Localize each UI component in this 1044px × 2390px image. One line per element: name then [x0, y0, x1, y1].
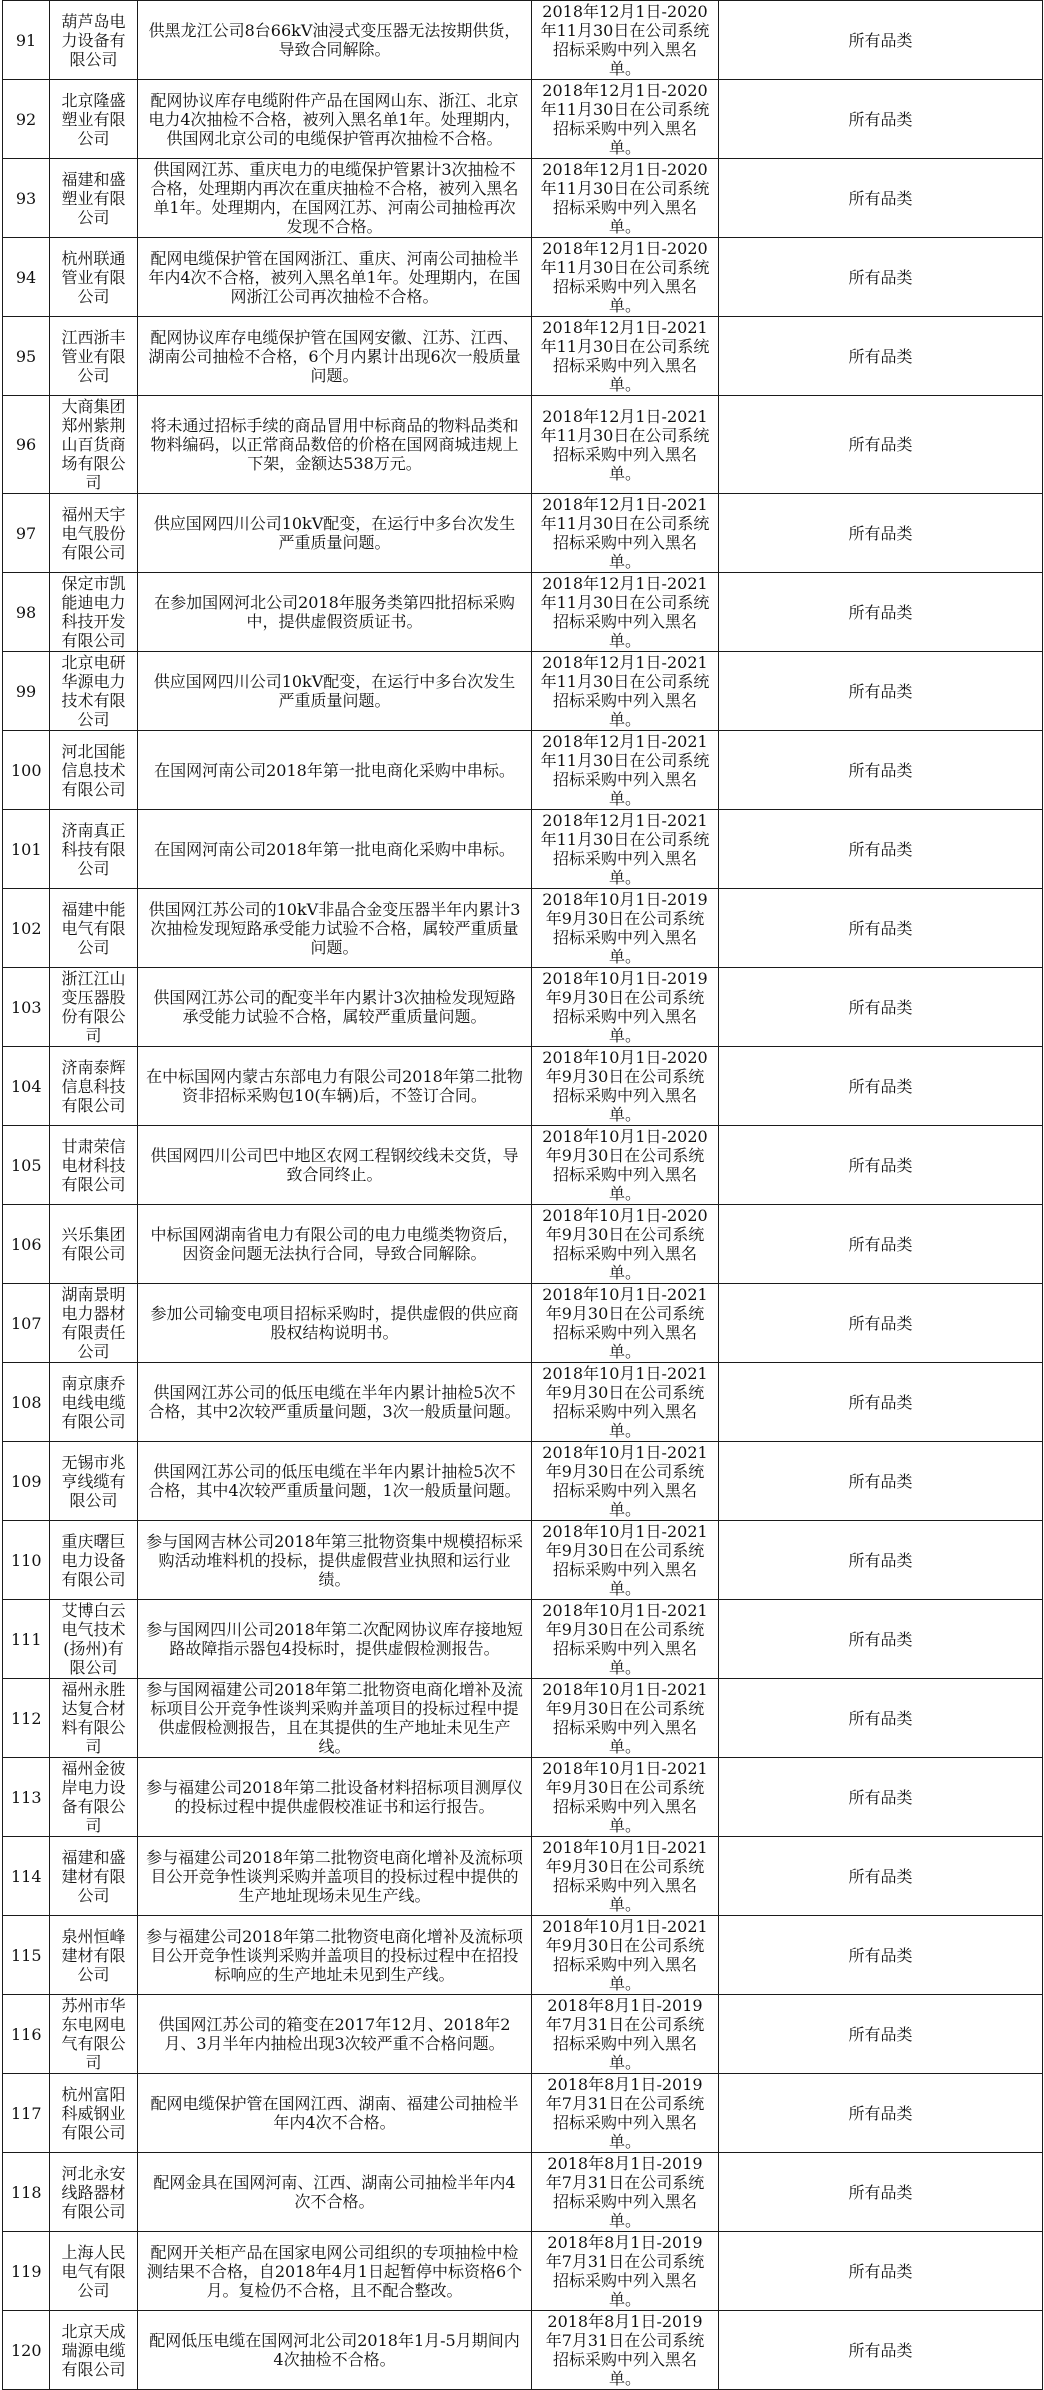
- cell-scope: 所有品类: [719, 810, 1043, 889]
- cell-reason: 在参加国网河北公司2018年服务类第四批招标采购中，提供虚假资质证书。: [138, 573, 532, 652]
- cell-reason: 供应国网四川公司10kV配变，在运行中多台次发生严重质量问题。: [138, 494, 532, 573]
- cell-number: 110: [3, 1521, 50, 1600]
- cell-company: 福州金彼岸电力设备有限公司: [50, 1758, 138, 1837]
- cell-scope: 所有品类: [719, 1, 1043, 80]
- cell-period: 2018年10月1日-2020年9月30日在公司系统招标采购中列入黑名单。: [532, 1205, 719, 1284]
- cell-company: 泉州恒峰建材有限公司: [50, 1916, 138, 1995]
- cell-period: 2018年8月1日-2019年7月31日在公司系统招标采购中列入黑名单。: [532, 2074, 719, 2153]
- table-row: [3, 810, 1043, 889]
- cell-period: 2018年10月1日-2021年9月30日在公司系统招标采购中列入黑名单。: [532, 1758, 719, 1837]
- cell-reason: 供应国网四川公司10kV配变，在运行中多台次发生严重质量问题。: [138, 652, 532, 731]
- cell-scope: 所有品类: [719, 494, 1043, 573]
- cell-period: 2018年12月1日-2021年11月30日在公司系统招标采购中列入黑名单。: [532, 494, 719, 573]
- cell-company: 福建和盛建材有限公司: [50, 1837, 138, 1916]
- cell-company: 福建和盛塑业有限公司: [50, 159, 138, 238]
- cell-company: 江西浙丰管业有限公司: [50, 317, 138, 396]
- cell-scope: 所有品类: [719, 317, 1043, 396]
- cell-reason: 参加公司输变电项目招标采购时，提供虚假的供应商股权结构说明书。: [138, 1284, 532, 1363]
- cell-number: 108: [3, 1363, 50, 1442]
- cell-number: 111: [3, 1600, 50, 1679]
- cell-company: 重庆曙巨电力设备有限公司: [50, 1521, 138, 1600]
- table-row: [3, 238, 1043, 317]
- cell-company: 北京电研华源电力技术有限公司: [50, 652, 138, 731]
- table-row: [3, 396, 1043, 494]
- cell-period: 2018年10月1日-2019年9月30日在公司系统招标采购中列入黑名单。: [532, 889, 719, 968]
- cell-number: 95: [3, 317, 50, 396]
- cell-reason: 配网协议库存电缆附件产品在国网山东、浙江、北京电力4次抽检不合格，被列入黑名单1年。处理期内，供国网北京公司的电缆保护管再次抽检不合格。: [138, 80, 532, 159]
- cell-period: 2018年12月1日-2021年11月30日在公司系统招标采购中列入黑名单。: [532, 573, 719, 652]
- cell-reason: 供黑龙江公司8台66kV油浸式变压器无法按期供货，导致合同解除。: [138, 1, 532, 80]
- table-row: [3, 494, 1043, 573]
- cell-number: 116: [3, 1995, 50, 2074]
- cell-scope: 所有品类: [719, 80, 1043, 159]
- cell-scope: 所有品类: [719, 2074, 1043, 2153]
- cell-number: 104: [3, 1047, 50, 1126]
- cell-reason: 参与福建公司2018年第二批物资电商化增补及流标项目公开竞争性谈判采购并盖项目的投标过程中在招投标响应的生产地址未见到生产线。: [138, 1916, 532, 1995]
- cell-company: 保定市凯能迪电力科技开发有限公司: [50, 573, 138, 652]
- table-row: [3, 1837, 1043, 1916]
- cell-period: 2018年8月1日-2019年7月31日在公司系统招标采购中列入黑名单。: [532, 2153, 719, 2232]
- cell-number: 99: [3, 652, 50, 731]
- cell-company: 福州永胜达复合材料有限公司: [50, 1679, 138, 1758]
- cell-reason: 供国网四川公司巴中地区农网工程钢绞线未交货，导致合同终止。: [138, 1126, 532, 1205]
- cell-company: 杭州联通管业有限公司: [50, 238, 138, 317]
- table-row: [3, 1363, 1043, 1442]
- cell-period: 2018年10月1日-2021年9月30日在公司系统招标采购中列入黑名单。: [532, 1837, 719, 1916]
- cell-company: 河北永安线路器材有限公司: [50, 2153, 138, 2232]
- cell-scope: 所有品类: [719, 1916, 1043, 1995]
- cell-company: 济南泰辉信息科技有限公司: [50, 1047, 138, 1126]
- cell-reason: 供国网江苏公司的配变半年内累计3次抽检发现短路承受能力试验不合格，属较严重质量问题。: [138, 968, 532, 1047]
- table-row: [3, 1126, 1043, 1205]
- cell-company: 湖南景明电力器材有限责任公司: [50, 1284, 138, 1363]
- cell-scope: 所有品类: [719, 968, 1043, 1047]
- cell-number: 94: [3, 238, 50, 317]
- cell-reason: 参与福建公司2018年第二批物资电商化增补及流标项目公开竞争性谈判采购并盖项目的投标过程中提供的生产地址现场未见生产线。: [138, 1837, 532, 1916]
- cell-period: 2018年12月1日-2020年11月30日在公司系统招标采购中列入黑名单。: [532, 80, 719, 159]
- cell-reason: 参与国网四川公司2018年第二次配网协议库存接地短路故障指示器包4投标时，提供虚假检测报告。: [138, 1600, 532, 1679]
- cell-period: 2018年10月1日-2021年9月30日在公司系统招标采购中列入黑名单。: [532, 1916, 719, 1995]
- cell-number: 103: [3, 968, 50, 1047]
- cell-number: 91: [3, 1, 50, 80]
- cell-scope: 所有品类: [719, 1047, 1043, 1126]
- table-row: [3, 1916, 1043, 1995]
- cell-reason: 在国网河南公司2018年第一批电商化采购中串标。: [138, 810, 532, 889]
- cell-scope: 所有品类: [719, 652, 1043, 731]
- cell-scope: 所有品类: [719, 2153, 1043, 2232]
- cell-reason: 在中标国网内蒙古东部电力有限公司2018年第二批物资非招标采购包10(车辆)后，不签订合同。: [138, 1047, 532, 1126]
- cell-number: 113: [3, 1758, 50, 1837]
- cell-company: 苏州市华东电网电气有限公司: [50, 1995, 138, 2074]
- table-row: [3, 1442, 1043, 1521]
- table-row: [3, 1047, 1043, 1126]
- cell-period: 2018年12月1日-2020年11月30日在公司系统招标采购中列入黑名单。: [532, 159, 719, 238]
- cell-reason: 参与福建公司2018年第二批设备材料招标项目测厚仪的投标过程中提供虚假校准证书和运行报告。: [138, 1758, 532, 1837]
- cell-scope: 所有品类: [719, 159, 1043, 238]
- cell-scope: 所有品类: [719, 2311, 1043, 2390]
- table-row: [3, 1, 1043, 80]
- table-row: [3, 317, 1043, 396]
- table-row: [3, 1679, 1043, 1758]
- cell-company: 北京天成瑞源电缆有限公司: [50, 2311, 138, 2390]
- table-row: [3, 1995, 1043, 2074]
- cell-number: 118: [3, 2153, 50, 2232]
- cell-scope: 所有品类: [719, 1126, 1043, 1205]
- cell-period: 2018年12月1日-2021年11月30日在公司系统招标采购中列入黑名单。: [532, 317, 719, 396]
- table-row: [3, 2311, 1043, 2390]
- cell-period: 2018年8月1日-2019年7月31日在公司系统招标采购中列入黑名单。: [532, 1995, 719, 2074]
- table-row: [3, 1284, 1043, 1363]
- cell-number: 114: [3, 1837, 50, 1916]
- cell-number: 105: [3, 1126, 50, 1205]
- table-row: [3, 1600, 1043, 1679]
- cell-reason: 配网开关柜产品在国家电网公司组织的专项抽检中检测结果不合格，自2018年4月1日起暂停中标资格6个月。复检仍不合格，且不配合整改。: [138, 2232, 532, 2311]
- cell-scope: 所有品类: [719, 1521, 1043, 1600]
- cell-company: 大商集团郑州紫荆山百货商场有限公司: [50, 396, 138, 494]
- cell-period: 2018年10月1日-2019年9月30日在公司系统招标采购中列入黑名单。: [532, 968, 719, 1047]
- table-row: [3, 159, 1043, 238]
- cell-number: 98: [3, 573, 50, 652]
- cell-company: 福州天宇电气股份有限公司: [50, 494, 138, 573]
- cell-scope: 所有品类: [719, 1679, 1043, 1758]
- cell-company: 河北国能信息技术有限公司: [50, 731, 138, 810]
- cell-scope: 所有品类: [719, 396, 1043, 494]
- table-row: [3, 1521, 1043, 1600]
- cell-period: 2018年12月1日-2021年11月30日在公司系统招标采购中列入黑名单。: [532, 652, 719, 731]
- cell-reason: 参与国网吉林公司2018年第三批物资集中规模招标采购活动堆料机的投标，提供虚假营业执照和运行业绩。: [138, 1521, 532, 1600]
- cell-period: 2018年12月1日-2021年11月30日在公司系统招标采购中列入黑名单。: [532, 731, 719, 810]
- cell-period: 2018年12月1日-2021年11月30日在公司系统招标采购中列入黑名单。: [532, 396, 719, 494]
- cell-scope: 所有品类: [719, 238, 1043, 317]
- cell-number: 119: [3, 2232, 50, 2311]
- cell-period: 2018年10月1日-2021年9月30日在公司系统招标采购中列入黑名单。: [532, 1600, 719, 1679]
- cell-period: 2018年10月1日-2021年9月30日在公司系统招标采购中列入黑名单。: [532, 1284, 719, 1363]
- cell-number: 107: [3, 1284, 50, 1363]
- table-row: [3, 1205, 1043, 1284]
- cell-number: 117: [3, 2074, 50, 2153]
- cell-scope: 所有品类: [719, 2232, 1043, 2311]
- table-row: [3, 2074, 1043, 2153]
- table-row: [3, 2232, 1043, 2311]
- cell-company: 上海人民电气有限公司: [50, 2232, 138, 2311]
- cell-number: 92: [3, 80, 50, 159]
- cell-number: 106: [3, 1205, 50, 1284]
- cell-reason: 供国网江苏公司的10kV非晶合金变压器半年内累计3次抽检发现短路承受能力试验不合格，属较严重质量问题。: [138, 889, 532, 968]
- cell-period: 2018年12月1日-2021年11月30日在公司系统招标采购中列入黑名单。: [532, 810, 719, 889]
- cell-company: 济南真正科技有限公司: [50, 810, 138, 889]
- cell-company: 杭州富阳科威钢业有限公司: [50, 2074, 138, 2153]
- cell-reason: 配网电缆保护管在国网江西、湖南、福建公司抽检半年内4次不合格。: [138, 2074, 532, 2153]
- cell-reason: 配网电缆保护管在国网浙江、重庆、河南公司抽检半年内4次不合格，被列入黑名单1年。处理期内，在国网浙江公司再次抽检不合格。: [138, 238, 532, 317]
- cell-period: 2018年10月1日-2020年9月30日在公司系统招标采购中列入黑名单。: [532, 1126, 719, 1205]
- cell-period: 2018年12月1日-2020年11月30日在公司系统招标采购中列入黑名单。: [532, 1, 719, 80]
- cell-number: 97: [3, 494, 50, 573]
- cell-number: 109: [3, 1442, 50, 1521]
- cell-period: 2018年12月1日-2020年11月30日在公司系统招标采购中列入黑名单。: [532, 238, 719, 317]
- cell-reason: 配网低压电缆在国网河北公司2018年1月-5月期间内4次抽检不合格。: [138, 2311, 532, 2390]
- cell-number: 101: [3, 810, 50, 889]
- cell-company: 甘肃荣信电材科技有限公司: [50, 1126, 138, 1205]
- cell-company: 北京隆盛塑业有限公司: [50, 80, 138, 159]
- cell-company: 兴乐集团有限公司: [50, 1205, 138, 1284]
- blacklist-table: [2, 0, 1043, 2390]
- cell-company: 福建中能电气有限公司: [50, 889, 138, 968]
- cell-scope: 所有品类: [719, 731, 1043, 810]
- cell-scope: 所有品类: [719, 889, 1043, 968]
- cell-reason: 配网协议库存电缆保护管在国网安徽、江苏、江西、湖南公司抽检不合格，6个月内累计出现6次一般质量问题。: [138, 317, 532, 396]
- table-row: [3, 80, 1043, 159]
- cell-scope: 所有品类: [719, 1363, 1043, 1442]
- cell-number: 120: [3, 2311, 50, 2390]
- cell-reason: 配网金具在国网河南、江西、湖南公司抽检半年内4次不合格。: [138, 2153, 532, 2232]
- table-row: [3, 731, 1043, 810]
- cell-company: 艾博白云电气技术(扬州)有限公司: [50, 1600, 138, 1679]
- cell-reason: 供国网江苏公司的箱变在2017年12月、2018年2月、3月半年内抽检出现3次较严重不合格问题。: [138, 1995, 532, 2074]
- cell-reason: 供国网江苏公司的低压电缆在半年内累计抽检5次不合格，其中2次较严重质量问题，3次一般质量问题。: [138, 1363, 532, 1442]
- cell-period: 2018年10月1日-2021年9月30日在公司系统招标采购中列入黑名单。: [532, 1442, 719, 1521]
- cell-scope: 所有品类: [719, 1995, 1043, 2074]
- cell-reason: 中标国网湖南省电力有限公司的电力电缆类物资后，因资金问题无法执行合同，导致合同解除。: [138, 1205, 532, 1284]
- table-row: [3, 968, 1043, 1047]
- cell-scope: 所有品类: [719, 1442, 1043, 1521]
- cell-reason: 供国网江苏、重庆电力的电缆保护管累计3次抽检不合格，处理期内再次在重庆抽检不合格，被列入黑名单1年。处理期内，在国网江苏、河南公司抽检再次发现不合格。: [138, 159, 532, 238]
- cell-company: 南京康乔电线电缆有限公司: [50, 1363, 138, 1442]
- cell-period: 2018年8月1日-2019年7月31日在公司系统招标采购中列入黑名单。: [532, 2311, 719, 2390]
- cell-reason: 将未通过招标手续的商品冒用中标商品的物料品类和物料编码，以正常商品数倍的价格在国网商城违规上下架，金额达538万元。: [138, 396, 532, 494]
- cell-scope: 所有品类: [719, 1837, 1043, 1916]
- cell-number: 102: [3, 889, 50, 968]
- cell-company: 葫芦岛电力设备有限公司: [50, 1, 138, 80]
- cell-number: 96: [3, 396, 50, 494]
- table-row: [3, 573, 1043, 652]
- cell-number: 100: [3, 731, 50, 810]
- table-row: [3, 1758, 1043, 1837]
- table-row: [3, 889, 1043, 968]
- cell-reason: 在国网河南公司2018年第一批电商化采购中串标。: [138, 731, 532, 810]
- cell-period: 2018年10月1日-2021年9月30日在公司系统招标采购中列入黑名单。: [532, 1679, 719, 1758]
- cell-reason: 供国网江苏公司的低压电缆在半年内累计抽检5次不合格，其中4次较严重质量问题，1次一般质量问题。: [138, 1442, 532, 1521]
- cell-scope: 所有品类: [719, 1205, 1043, 1284]
- cell-period: 2018年10月1日-2021年9月30日在公司系统招标采购中列入黑名单。: [532, 1521, 719, 1600]
- cell-number: 112: [3, 1679, 50, 1758]
- cell-company: 无锡市兆亨线缆有限公司: [50, 1442, 138, 1521]
- cell-scope: 所有品类: [719, 1758, 1043, 1837]
- table-row: [3, 652, 1043, 731]
- cell-period: 2018年10月1日-2021年9月30日在公司系统招标采购中列入黑名单。: [532, 1363, 719, 1442]
- cell-period: 2018年8月1日-2019年7月31日在公司系统招标采购中列入黑名单。: [532, 2232, 719, 2311]
- cell-scope: 所有品类: [719, 1600, 1043, 1679]
- table-body: [3, 1, 1043, 2390]
- cell-company: 浙江江山变压器股份有限公司: [50, 968, 138, 1047]
- cell-scope: 所有品类: [719, 573, 1043, 652]
- cell-number: 115: [3, 1916, 50, 1995]
- cell-reason: 参与国网福建公司2018年第二批物资电商化增补及流标项目公开竞争性谈判采购并盖项目的投标过程中提供虚假检测报告，且在其提供的生产地址未见生产线。: [138, 1679, 532, 1758]
- cell-scope: 所有品类: [719, 1284, 1043, 1363]
- table-row: [3, 2153, 1043, 2232]
- cell-number: 93: [3, 159, 50, 238]
- cell-period: 2018年10月1日-2020年9月30日在公司系统招标采购中列入黑名单。: [532, 1047, 719, 1126]
